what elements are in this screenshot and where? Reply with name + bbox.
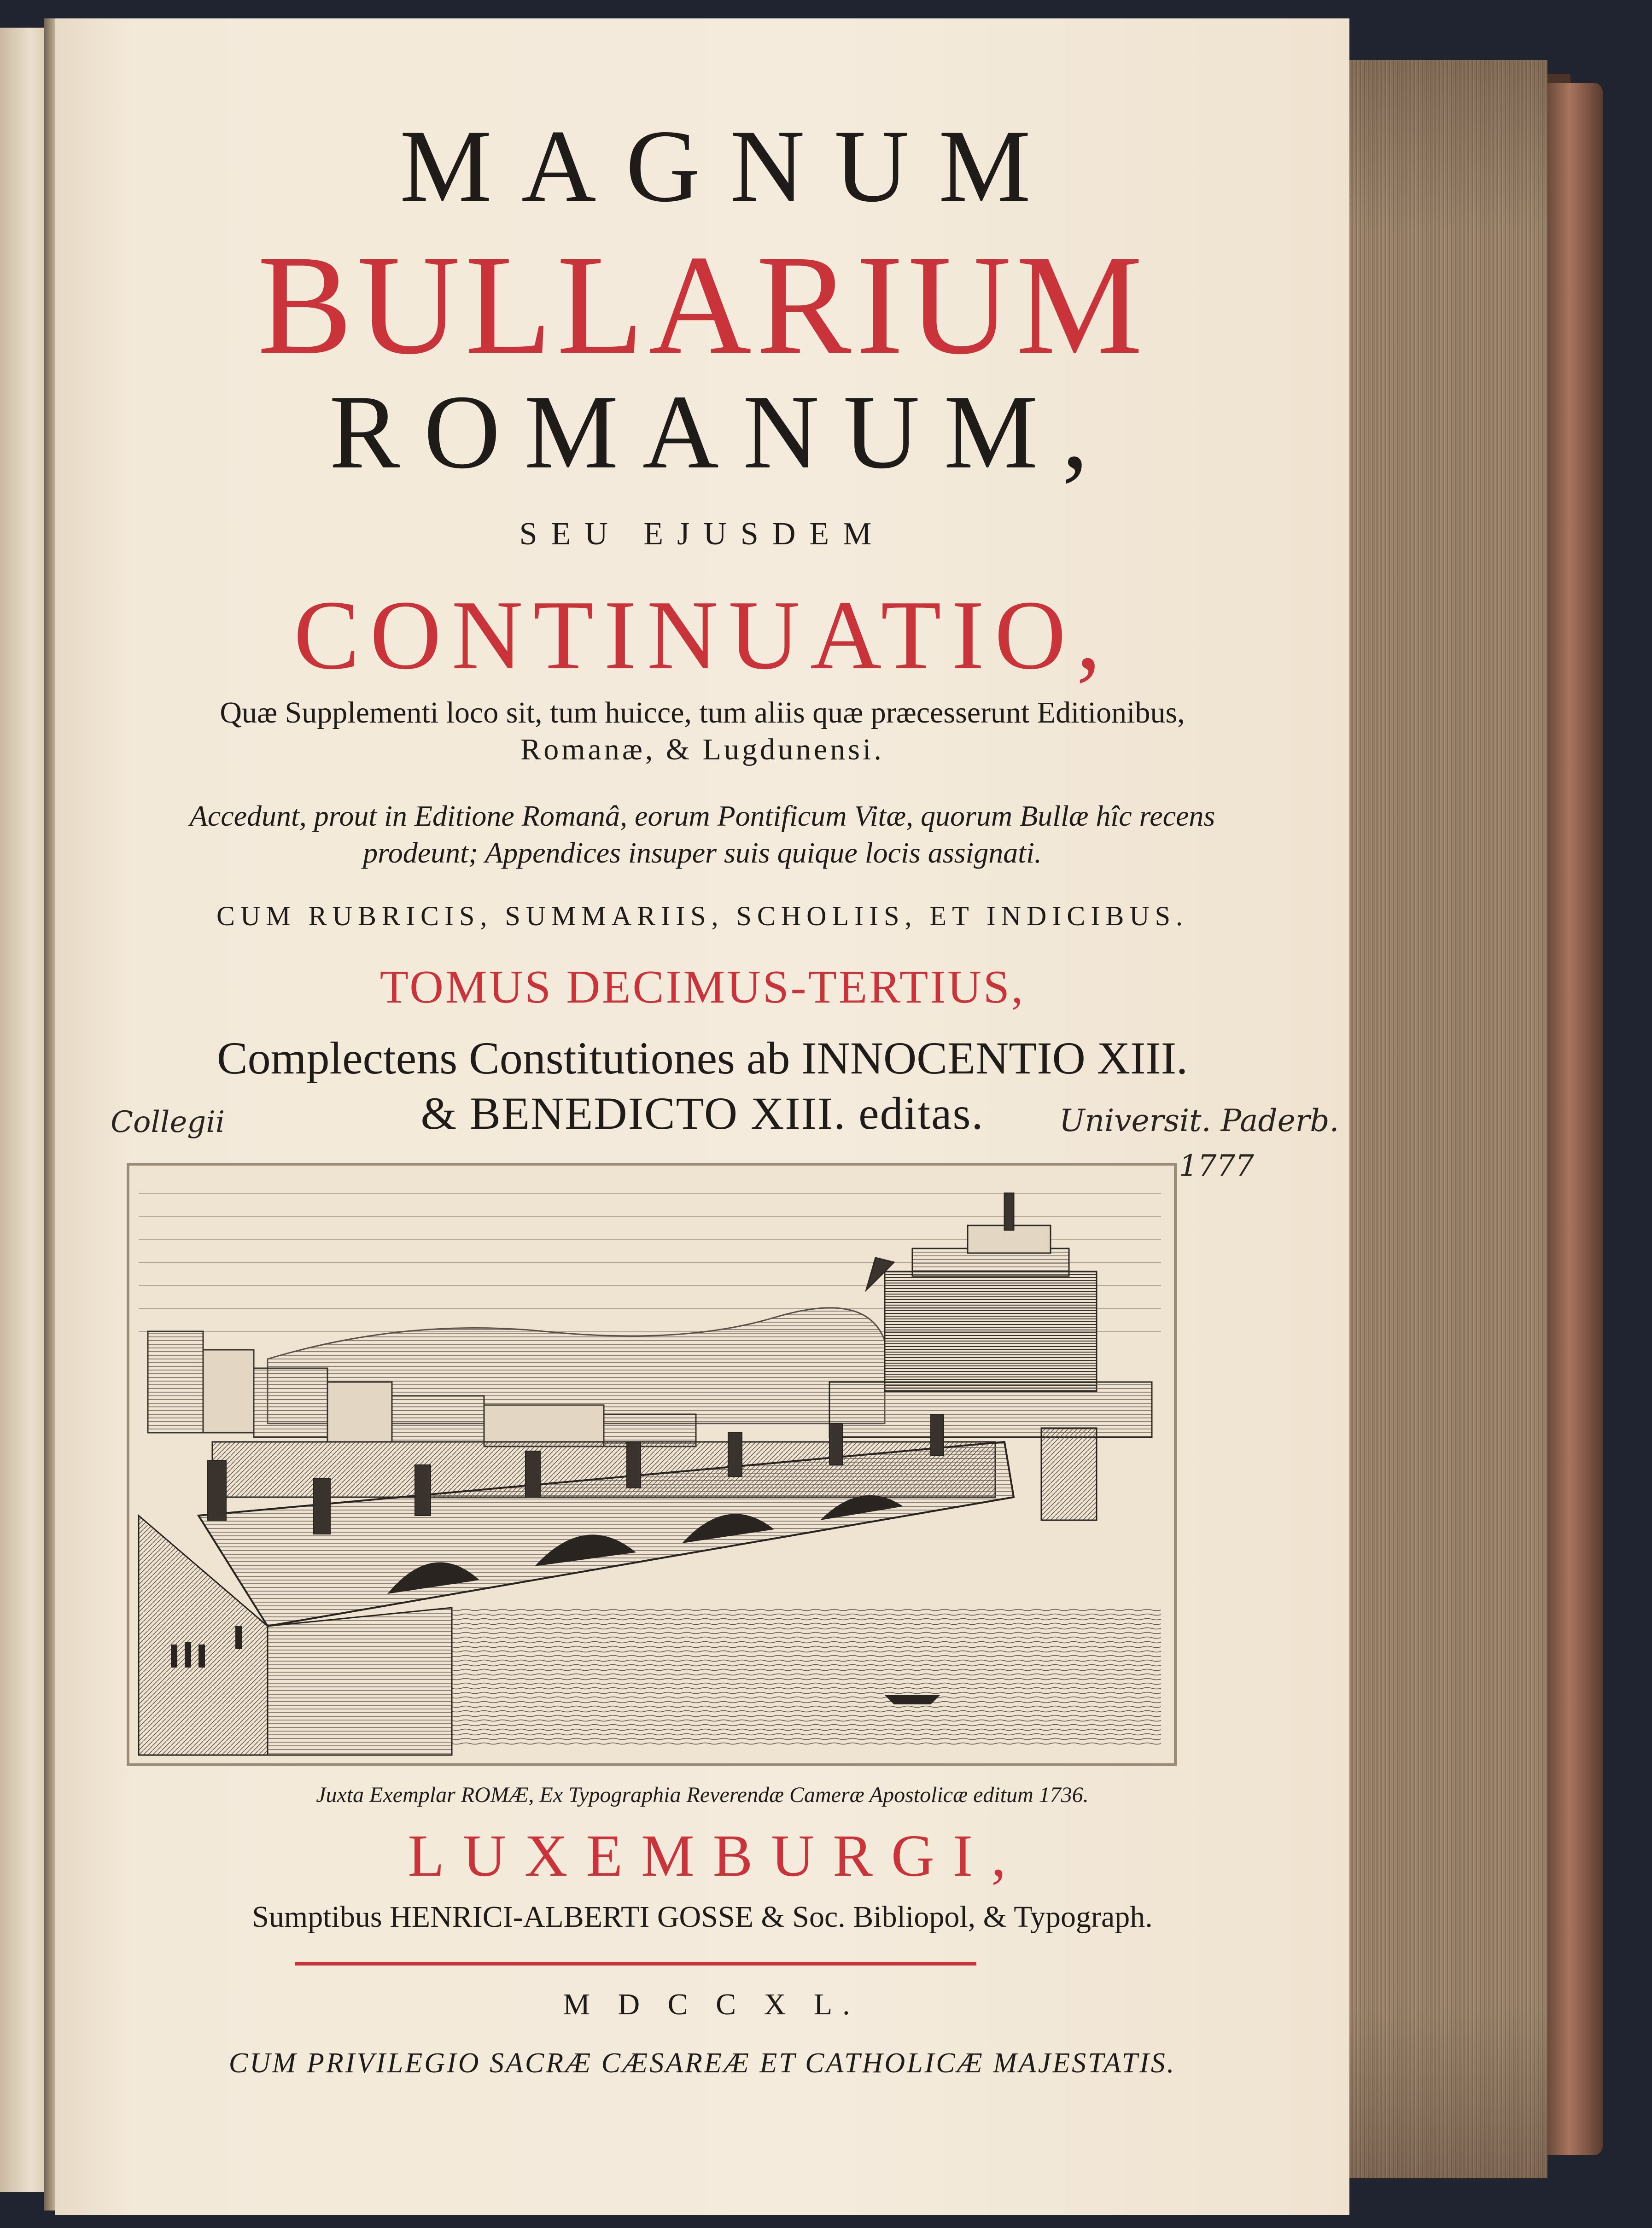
imprint-date: M D C C X L. bbox=[563, 1988, 860, 2021]
handwritten-year: 1777 bbox=[1179, 1149, 1254, 1183]
description-line-2: Romanæ, & Lugdunensi. bbox=[520, 733, 884, 766]
imprint-publisher: Sumptibus HENRICI-ALBERTI GOSSE & Soc. Bibliopol, & Typograph. bbox=[252, 1900, 1153, 1934]
title-magnum: MAGNUM bbox=[399, 108, 1061, 223]
title-romanum: ROMANUM, bbox=[329, 373, 1113, 490]
accedunt-line-2: prodeunt; Appendices insuper suis quique locis assignati. bbox=[363, 836, 1042, 869]
title-bullarium: BULLARIUM bbox=[257, 226, 1148, 384]
accedunt-line-1: Accedunt, prout in Editione Romanâ, eorum Pontificum Vitæ, quorum Bullæ hîc recens bbox=[189, 799, 1215, 832]
engraving-castel-sant-angelo bbox=[127, 1163, 1177, 1766]
volume-title: TOMUS DECIMUS-TERTIUS, bbox=[379, 961, 1025, 1013]
handwritten-note-right: Universit. Paderb. bbox=[1059, 1103, 1339, 1138]
subtitle-seu-ejusdem: SEU EJUSDEM bbox=[519, 516, 886, 552]
left-page-edge bbox=[0, 28, 51, 2192]
imprint-juxta-exemplar: Juxta Exemplar ROMÆ, Ex Typographia Reverendæ Cameræ Apostolicæ editum 1736. bbox=[316, 1783, 1089, 1807]
contents-line: CUM RUBRICIS, SUMMARIIS, SCHOLIIS, ET INDICIBUS. bbox=[216, 901, 1189, 931]
title-continuatio: CONTINUATIO, bbox=[293, 580, 1111, 690]
complectens-line: Complectens Constitutiones ab INNOCENTIO XIII. bbox=[216, 1032, 1188, 1084]
description-line-1: Quæ Supplementi loco sit, tum huicce, tum aliis quæ præcesserunt Editionibus, bbox=[220, 696, 1185, 729]
benedicto-line: & BENEDICTO XIII. editas. bbox=[420, 1088, 984, 1139]
imprint-city: LUXEMBURGI, bbox=[408, 1823, 1025, 1889]
page-edges bbox=[1349, 60, 1547, 2178]
red-rule bbox=[295, 1962, 976, 1966]
engraving-illustration bbox=[129, 1166, 1174, 1763]
handwritten-note-left: Collegii bbox=[111, 1105, 225, 1139]
imprint-privilege: CUM PRIVILEGIO SACRÆ CÆSAREÆ ET CATHOLICÆ MAJESTATIS. bbox=[228, 2047, 1176, 2079]
book-cover bbox=[1547, 83, 1603, 2155]
